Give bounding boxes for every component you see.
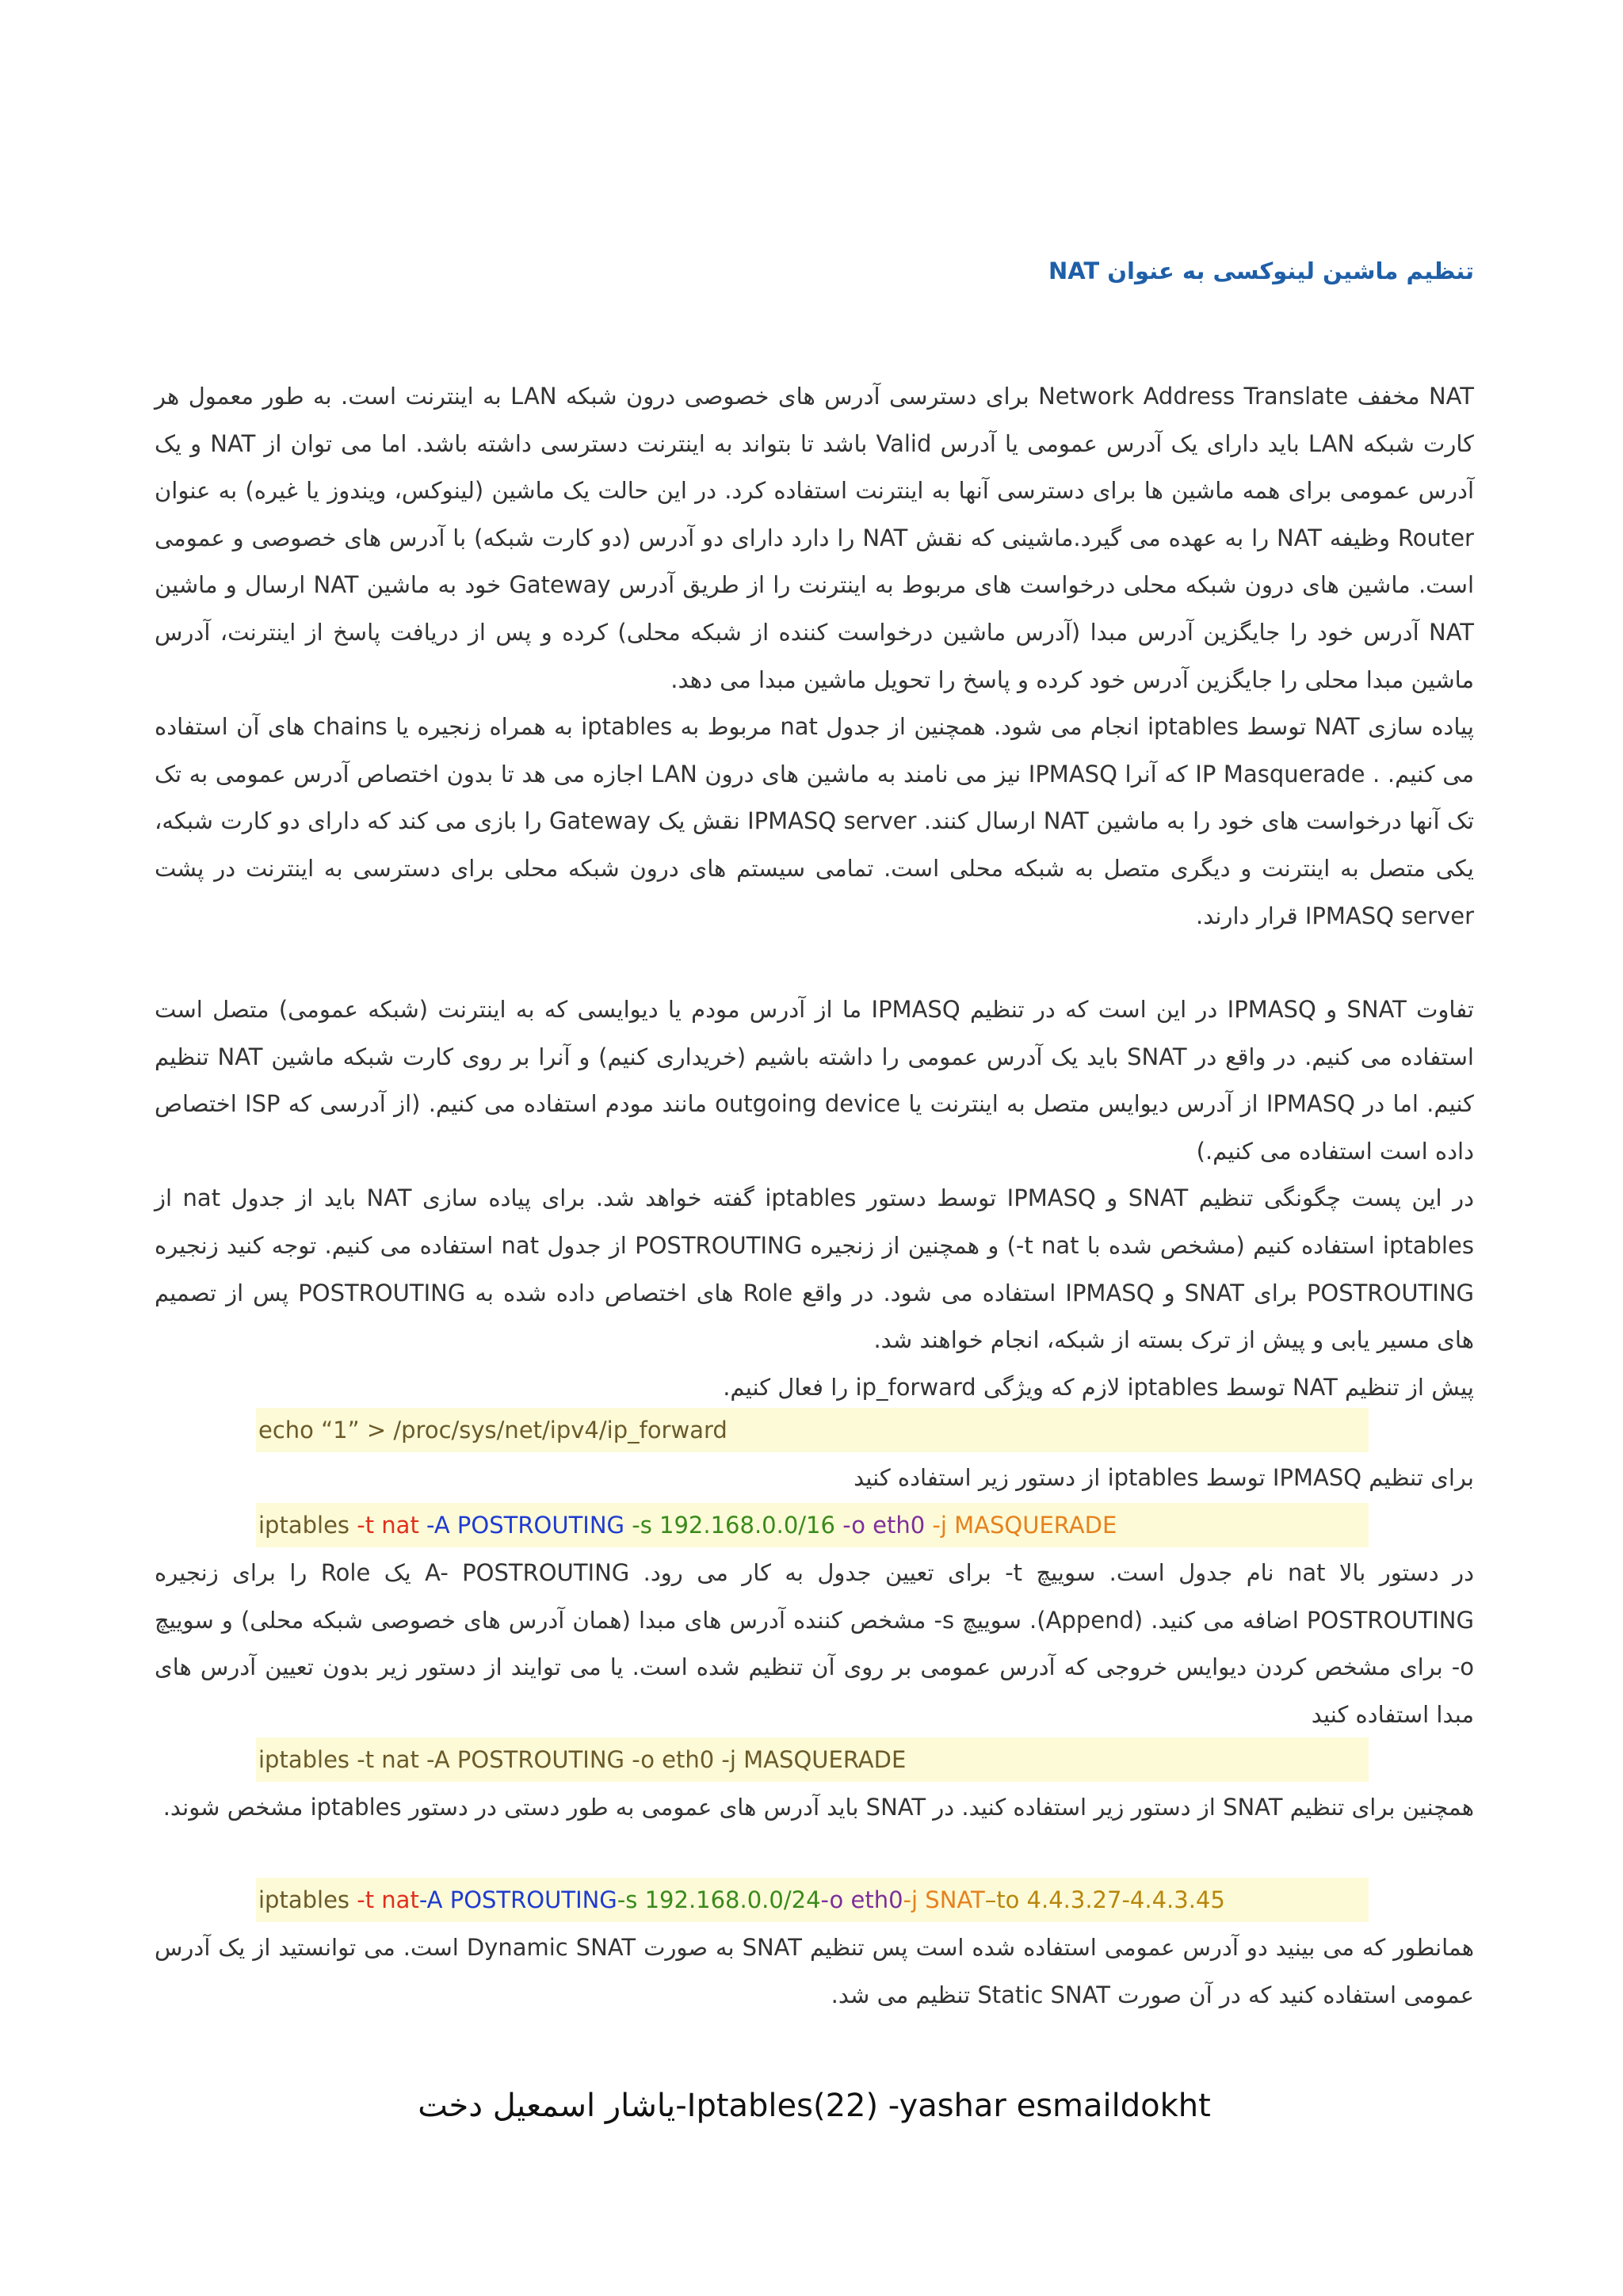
snat-intro <box>155 1784 1474 1832</box>
code-block-ip-forward <box>256 1408 1369 1452</box>
code-token-out-iface: -o eth0 <box>820 1886 903 1913</box>
page-title: تنظیم ماشین لینوکسی به عنوان NAT <box>1048 257 1474 284</box>
code-token-target: -j SNAT <box>903 1886 985 1913</box>
code-token-target: -j MASQUERADE <box>932 1512 1117 1539</box>
code-token-to-range: –to 4.4.3.27-4.4.3.45 <box>984 1886 1225 1913</box>
code-block-snat <box>256 1878 1369 1922</box>
paragraph-snat-command: همچنین برای تنظیم SNAT از دستور زیر استفاده کنید. در SNAT باید آدرس های عمومی به طور دستی در دستور iptables مشخص شوند. <box>162 1794 1474 1821</box>
code-block-masquerade-simple <box>256 1737 1369 1782</box>
code-text: iptables -t nat -A POSTROUTING -o eth0 -j MASQUERADE <box>258 1746 907 1773</box>
paragraph-switch-explanation: در دستور بالا nat نام جدول است. سوییچ t- برای تعیین جدول به کار می رود. A- POSTROUTING یک Role را برای زنجیره POSTROUTING اضافه می کنید. (Append). سوییچ s- مشخص کننده آدرس های مبدا (همان آدرس های خصوصی شبکه محلی) و سوییچ o- برای مشخص کردن دیوایس خروجی که آدرس عمومی بر روی آن تنظیم شده است. یا می توایند از دستور زیر بدون تعیین آدرس های مبدا استفاده کنید <box>155 1559 1474 1728</box>
code-token-command: iptables <box>258 1512 357 1539</box>
paragraph-postrouting: در این پست چگونگی تنظیم SNAT و IPMASQ توسط دستور iptables گفته خواهد شد. برای پیاده سازی NAT باید از جدول nat از iptables استفاده کنیم (مشخص شده با t nat-) و همچنین از زنجیره POSTROUTING از جدول nat استفاده می کنیم. توجه کنید زنجیره POSTROUTING برای SNAT و IPMASQ استفاده می شود. در واقع Role های اختصاص داده شده به POSTROUTING پس از تصمیم های مسیر یابی و پیش از ترک بسته از شبکه، انجام خواهند شد. <box>155 1184 1475 1354</box>
code-token-out-iface: -o eth0 <box>842 1512 933 1539</box>
paragraph-ip-forward: پیش از تنظیم NAT توسط iptables لازم که ویژگی ip_forward را فعال کنیم. <box>723 1373 1474 1401</box>
ipmasq-explanation <box>155 1550 1474 1738</box>
code-token-command: iptables <box>258 1886 357 1913</box>
code-token-chain: -A POSTROUTING <box>426 1512 632 1539</box>
paragraph-dynamic-static-snat: همانطور که می بینید دو آدرس عمومی استفاده شده است پس تنظیم SNAT به صورت Dynamic SNAT است. می توانستید از یک آدرس عمومی استفاده کنید که در آن صورت Static SNAT تنظیم می شد. <box>155 1934 1475 2008</box>
ipmasq-intro <box>155 1455 1474 1502</box>
code-token-source: -s 192.168.0.0/16 <box>632 1512 843 1539</box>
paragraph-iptables-masquerade: پیاده سازی NAT توسط iptables انجام می شود. همچنین از جدول nat مربوط به iptables به همراه زنجیره یا chains های آن استفاده می کنیم. . IP Masquerade که آنرا IPMASQ نیز می نامند به ماشین های درون LAN اجازه می هد تا بدون اختصاص آدرس عمومی به تک تک آنها درخواست های خود را به ماشین NAT ارسال کنند. IPMASQ server نقش یک Gateway را بازی می کند که دارای دو کارت شبکه، یکی متصل به اینترنت و دیگری متصل به شبکه محلی است. تمامی سیستم های درون شبکه محلی برای دسترسی به اینترنت در پشت IPMASQ server قرار دارند. <box>155 713 1475 929</box>
snat-section <box>155 986 1474 1411</box>
code-token-chain: -A POSTROUTING <box>418 1886 617 1913</box>
paragraph-nat-definition: NAT مخفف Network Address Translate برای دسترسی آدرس های خصوصی درون شبکه LAN به اینترنت است. به طور معمول هر کارت شبکه LAN باید دارای یک آدرس عمومی یا آدرس Valid باشد تا بتواند به اینترنت دسترسی داشته باشد. اما می توان از NAT و یک آدرس عمومی برای همه ماشین ها برای دسترسی آنها به اینترنت استفاده کرد. در این حالت یک ماشین (لینوکس، ویندوز یا غیره) به عنوان Router وظیفه NAT را به عهده می گیرد.ماشینی که نقش NAT را دارد دارای دو آدرس (دو کارت شبکه) با آدرس های خصوصی و عمومی است. ماشین های درون شبکه محلی درخواست های مربوط به اینترنت را از طریق آدرس Gateway خود به ماشین NAT ارسال و ماشین NAT آدرس خود را جایگزین آدرس مبدا (آدرس ماشین درخواست کننده از شبکه محلی) کرده و پس از دریافت پاسخ از اینترنت، آدرس ماشین مبدا محلی را جایگزین آدرس خود کرده و پاسخ را تحویل ماشین مبدا می دهد. <box>155 383 1474 693</box>
code-token-table: -t nat <box>357 1512 427 1539</box>
code-block-ipmasq <box>256 1503 1369 1547</box>
paragraph-ipmasq-command: برای تنظیم IPMASQ توسط iptables از دستور زیر استفاده کنید <box>854 1464 1474 1491</box>
paragraph-snat-vs-ipmasq: تفاوت SNAT و IPMASQ در این است که در تنظیم IPMASQ ما از آدرس مودم یا دیوایسی که به اینترنت (شبکه عمومی) متصل است استفاده می کنیم. در واقع در SNAT باید یک آدرس عمومی را داشته باشیم (خریداری کنیم) و آنرا بر روی کارت شبکه ماشین NAT تنظیم کنیم. اما در IPMASQ از آدرس دیوایس متصل به اینترنت یا outgoing device مانند مودم استفاده می کنیم. (از آدرسی که ISP اختصاص داده است استفاده می کنیم.) <box>155 996 1474 1165</box>
code-token-source: -s 192.168.0.0/24 <box>617 1886 821 1913</box>
page-footer: Iptables(22) -yashar esmaildokht-یاشار اسمعیل دخت <box>418 2088 1211 2124</box>
code-token-table: -t nat <box>357 1886 419 1913</box>
snat-conclusion <box>155 1924 1474 2019</box>
intro-section <box>155 373 1474 940</box>
code-text: echo “1” > /proc/sys/net/ipv4/ip_forward <box>258 1417 727 1444</box>
document-page <box>155 0 1474 2296</box>
